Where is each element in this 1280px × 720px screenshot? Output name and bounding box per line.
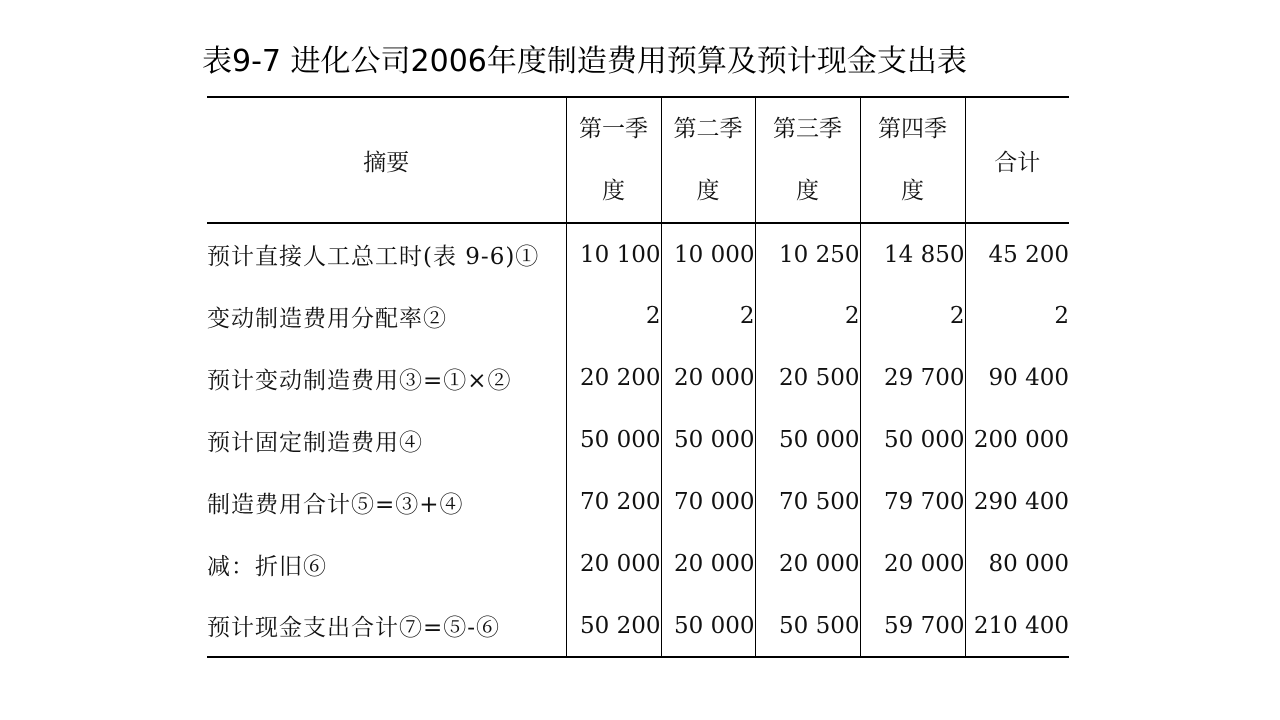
cell-q2: 70 000 bbox=[661, 471, 755, 533]
table-row bbox=[207, 223, 1069, 285]
table-title: 表9-7 进化公司2006年度制造费用预算及预计现金支出表 bbox=[202, 44, 967, 79]
cell-q1: 70 200 bbox=[566, 471, 661, 533]
table-row bbox=[207, 533, 1069, 595]
cell-q1: 50 000 bbox=[566, 409, 661, 471]
row-label: 制造费用合计⑤=③+④ bbox=[207, 491, 464, 518]
header-q1-line2: 度 bbox=[602, 178, 625, 204]
cell-q4: 20 000 bbox=[860, 533, 965, 595]
header-row bbox=[207, 97, 1069, 223]
header-q3 bbox=[755, 97, 860, 223]
header-summary: 摘要 bbox=[363, 149, 410, 176]
cell-q1: 20 000 bbox=[566, 533, 661, 595]
row-label: 预计直接人工总工时(表 9-6)① bbox=[207, 244, 540, 270]
cell-total: 210 400 bbox=[965, 595, 1069, 657]
cell-q2: 20 000 bbox=[661, 533, 755, 595]
cell-q1: 50 200 bbox=[566, 595, 661, 657]
row-label: 预计现金支出合计⑦=⑤-⑥ bbox=[207, 615, 501, 641]
header-q2 bbox=[661, 97, 755, 223]
cell-q3: 20 000 bbox=[755, 533, 860, 595]
cell-q2: 50 000 bbox=[661, 595, 755, 657]
row-label: 变动制造费用分配率② bbox=[207, 305, 447, 332]
table-row bbox=[207, 285, 1069, 347]
table-row bbox=[207, 347, 1069, 409]
cell-q4: 59 700 bbox=[860, 595, 965, 657]
cell-q4: 14 850 bbox=[860, 223, 965, 285]
header-q3-line1: 第三季 bbox=[773, 116, 842, 142]
cell-q2: 50 000 bbox=[661, 409, 755, 471]
cell-total: 90 400 bbox=[965, 347, 1069, 409]
cell-total: 80 000 bbox=[965, 533, 1069, 595]
cell-total: 200 000 bbox=[965, 409, 1069, 471]
budget-table bbox=[207, 96, 1069, 658]
cell-total: 45 200 bbox=[965, 223, 1069, 285]
cell-q3: 2 bbox=[755, 285, 860, 347]
cell-q3: 10 250 bbox=[755, 223, 860, 285]
cell-q3: 20 500 bbox=[755, 347, 860, 409]
table-row bbox=[207, 409, 1069, 471]
header-q4-line1: 第四季 bbox=[878, 116, 947, 142]
header-q4 bbox=[860, 97, 965, 223]
cell-total: 290 400 bbox=[965, 471, 1069, 533]
header-q2-line1: 第二季 bbox=[673, 116, 743, 142]
cell-q1: 2 bbox=[566, 285, 661, 347]
row-label: 减：折旧⑥ bbox=[207, 553, 327, 580]
header-q1-line1: 第一季 bbox=[579, 116, 648, 142]
cell-q3: 50 000 bbox=[755, 409, 860, 471]
cell-q4: 50 000 bbox=[860, 409, 965, 471]
cell-q4: 2 bbox=[860, 285, 965, 347]
table-row bbox=[207, 595, 1069, 657]
table-row bbox=[207, 471, 1069, 533]
cell-q2: 20 000 bbox=[661, 347, 755, 409]
header-q2-line2: 度 bbox=[696, 178, 720, 204]
cell-q1: 20 200 bbox=[566, 347, 661, 409]
header-q3-line2: 度 bbox=[796, 178, 819, 204]
cell-q3: 50 500 bbox=[755, 595, 860, 657]
row-label: 预计固定制造费用④ bbox=[207, 429, 423, 456]
cell-q1: 10 100 bbox=[566, 223, 661, 285]
header-total: 合计 bbox=[965, 97, 1069, 223]
row-label: 预计变动制造费用③=①×② bbox=[207, 367, 512, 394]
cell-q4: 79 700 bbox=[860, 471, 965, 533]
cell-q4: 29 700 bbox=[860, 347, 965, 409]
header-q1 bbox=[566, 97, 661, 223]
cell-q3: 70 500 bbox=[755, 471, 860, 533]
header-q4-line2: 度 bbox=[901, 178, 924, 204]
cell-q2: 2 bbox=[661, 285, 755, 347]
cell-q2: 10 000 bbox=[661, 223, 755, 285]
cell-total: 2 bbox=[965, 285, 1069, 347]
